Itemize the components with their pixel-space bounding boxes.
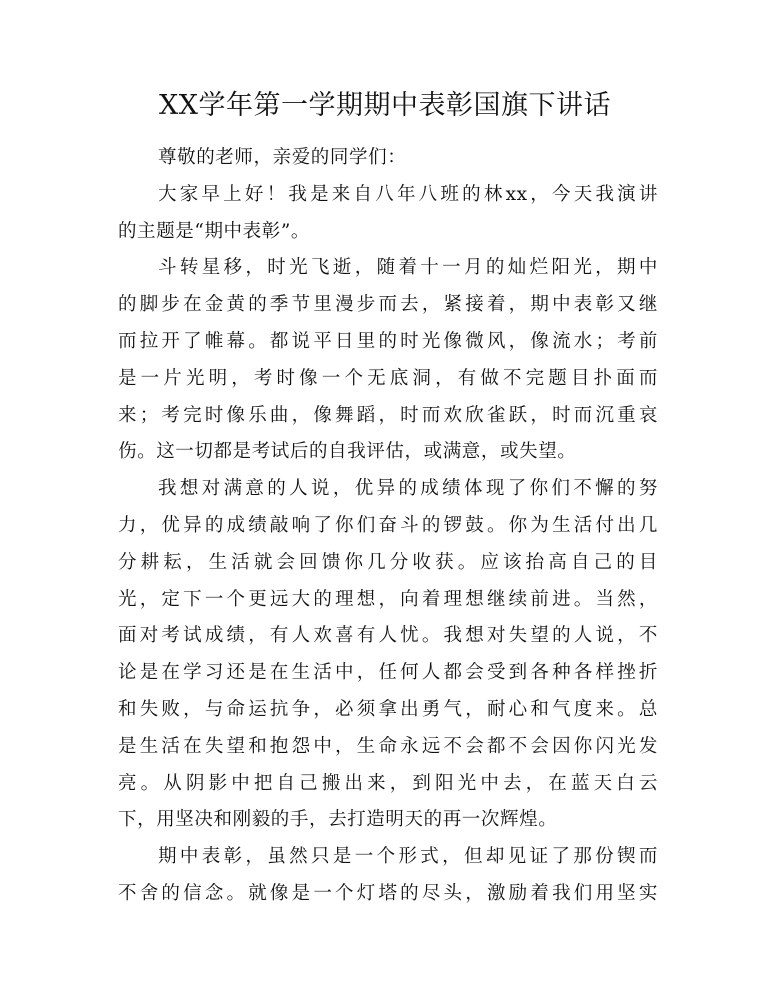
paragraph-line: 是一片光明，考时像一个无底洞，有做不完题目扑面而: [118, 367, 658, 389]
paragraph-line: 期中表彰，虽然只是一个形式，但却见证了那份锲而: [158, 846, 658, 868]
salutation-line: 尊敬的老师，亲爱的同学们：: [158, 147, 407, 168]
paragraph-line: 亮。从阴影中把自己搬出来，到阳光中去，在蓝天白云: [118, 772, 658, 794]
document-title: XX学年第一学期期中表彰国旗下讲话: [159, 90, 611, 121]
paragraph-line: 我想对满意的人说，优异的成绩体现了你们不懈的努: [158, 478, 658, 500]
paragraph-line: 面对考试成绩，有人欢喜有人忧。我想对失望的人说，不: [118, 625, 658, 647]
document-body: [118, 140, 658, 913]
paragraph-line: 的主题是“期中表彰”。: [118, 220, 311, 242]
paragraph-line: 而拉开了帷幕。都说平日里的时光像微风，像流水；考前: [118, 330, 658, 352]
paragraph-line: 的脚步在金黄的季节里漫步而去，紧接着，期中表彰又继: [118, 294, 658, 316]
paragraph-line: 和失败，与命运抗争，必须拿出勇气，耐心和气度来。总: [118, 698, 658, 720]
paragraph-line: 力，优异的成绩敲响了你们奋斗的锣鼓。你为生活付出几: [118, 514, 658, 536]
paragraph-line: 伤。这一切都是考试后的自我评估，或满意，或失望。: [118, 441, 577, 463]
paragraph-line: 下，用坚决和刚毅的手，去打造明天的再一次辉煌。: [118, 809, 558, 831]
paragraph-line: 大家早上好！我是来自八年八班的林xx，今天我演讲: [158, 183, 658, 205]
paragraph-line: 论是在学习还是在生活中，任何人都会受到各种各样挫折: [118, 662, 658, 684]
paragraph-line: 是生活在失望和抱怨中，生命永远不会都不会因你闪光发: [118, 735, 658, 757]
paragraph-line: 来；考完时像乐曲，像舞蹈，时而欢欣雀跃，时而沉重哀: [118, 404, 658, 426]
paragraph-line: 分耕耘，生活就会回馈你几分收获。应该抬高自己的目: [118, 551, 658, 573]
paragraph-line: 光，定下一个更远大的理想，向着理想继续前进。当然，: [118, 588, 658, 610]
paragraph-line: 斗转星移，时光飞逝，随着十一月的灿烂阳光，期中: [158, 257, 658, 279]
paragraph-line: 不舍的信念。就像是一个灯塔的尽头，激励着我们用坚实: [118, 882, 658, 904]
